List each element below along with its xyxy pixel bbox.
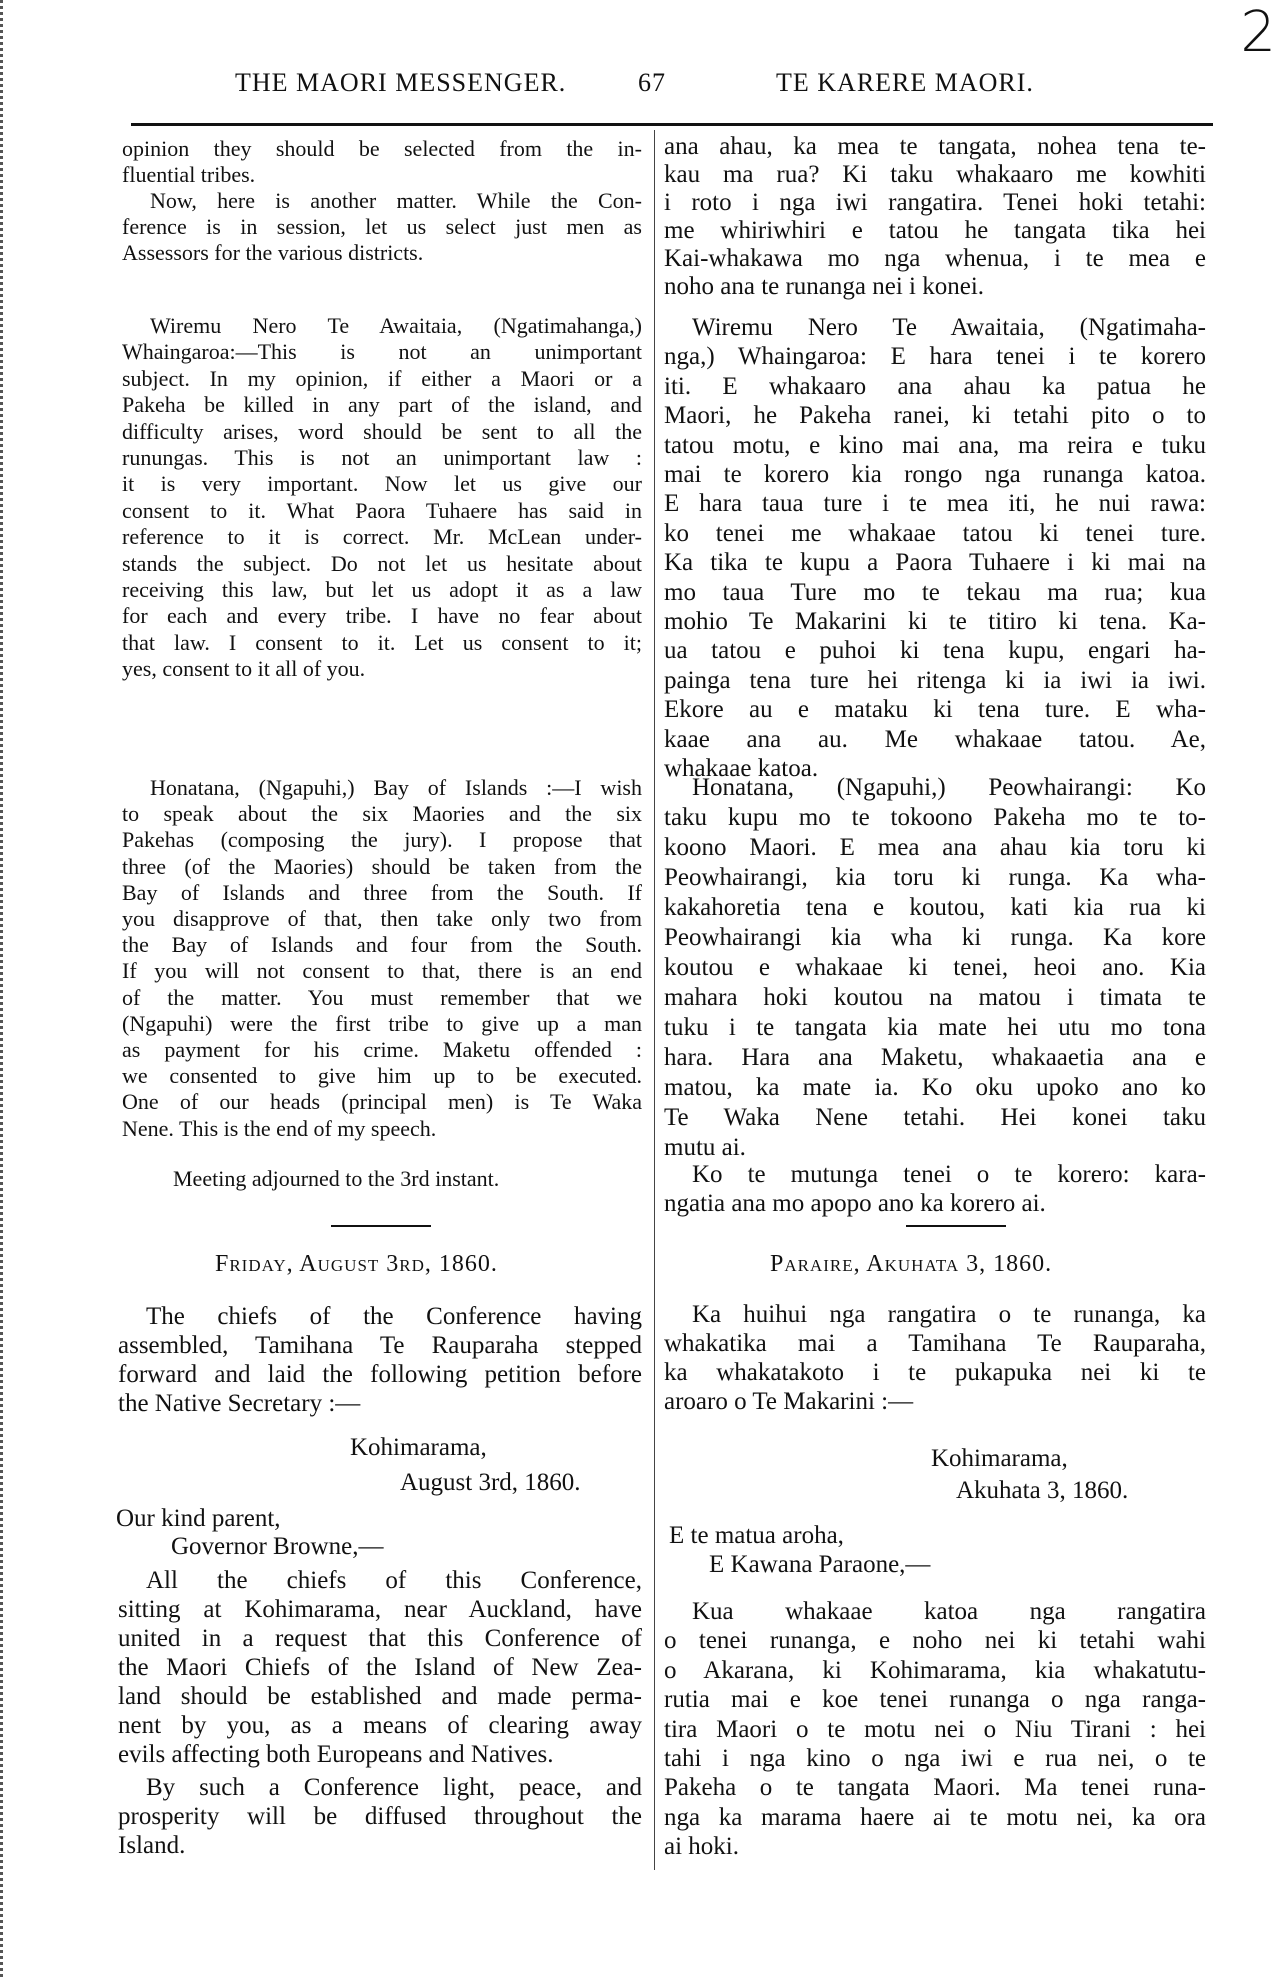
text-line: the Maori Chiefs of the Island of New Zea-: [118, 1654, 642, 1681]
text-line: ference is in session, let us select just men as: [122, 214, 642, 239]
text-line: The chiefs of the Conference having: [146, 1303, 642, 1330]
text-line: for each and every tribe. I have no fear about: [122, 603, 642, 629]
text-line: aroaro o Te Makarini :—: [664, 1388, 914, 1415]
text-line: kakahoretia tena e koutou, kati kia rua ki: [664, 894, 1206, 921]
text-line: Island.: [118, 1832, 186, 1859]
letter-place-mi: Kohimarama,: [931, 1445, 1068, 1472]
text-line: runungas. This is not an unimportant law :: [122, 445, 642, 471]
text-line: the Bay of Islands and four from the South.: [122, 932, 642, 958]
paragraph-en-petition: [118, 1566, 642, 1769]
text-line: noho ana te runanga nei i konei.: [664, 273, 985, 300]
text-line: opinion they should be selected from the in-: [122, 136, 642, 161]
masthead-english: THE MAORI MESSENGER.: [235, 68, 567, 97]
salutation-mi-2: E Kawana Paraone,—: [709, 1551, 931, 1578]
text-line: ua tatou e puhoi ki tena kupu, engari ha-: [664, 637, 1206, 665]
text-line: Bay of Islands and three from the South. If: [122, 879, 642, 905]
paragraph-en-closing: [118, 1773, 642, 1860]
text-line: Honatana, (Ngapuhi,) Peowhairangi: Ko: [692, 774, 1206, 801]
text-line: Now, here is another matter. While the Con-: [150, 188, 642, 213]
text-line: painga tena ture hei ritenga ki ia iwi ia iwi.: [664, 666, 1206, 694]
text-line: tahi i nga kino o nga iwi e rua nei, o te: [664, 1745, 1206, 1773]
text-line: ngatia ana mo apopo ano ka korero ai.: [664, 1190, 1046, 1217]
paragraph-mi-adjourned: [664, 1160, 1206, 1218]
text-line: taku kupu mo te tokoono Pakeha mo te to-: [664, 804, 1206, 831]
text-line: By such a Conference light, peace, and: [146, 1774, 642, 1801]
text-line: tira Maori o te motu nei o Niu Tirani : hei: [664, 1715, 1206, 1743]
paragraph-en-petition-intro: [118, 1302, 642, 1418]
text-line: nent by you, as a means of clearing away: [118, 1712, 642, 1739]
text-line: Peowhairangi, kia toru ki runga. Ka wha-: [664, 864, 1206, 891]
paragraph-mi-1: [664, 133, 1206, 301]
text-line: If you will not consent to that, there is an end: [122, 958, 642, 984]
text-line: matou, ka mate ia. Ko oku upoko ano ko: [664, 1074, 1206, 1101]
text-line: subject. In my opinion, if either a Maori or a: [122, 365, 642, 391]
text-line: o Akarana, ki Kohimarama, kia whakatutu-: [664, 1656, 1206, 1684]
text-line: koono Maori. E mea ana ahau kia toru ki: [664, 834, 1206, 861]
text-line: me whiriwhiri e tatou he tangata tika hei: [664, 217, 1206, 244]
text-line: reference to it is correct. Mr. McLean under-: [122, 524, 642, 550]
adjourned-note: Meeting adjourned to the 3rd instant.: [173, 1166, 500, 1191]
text-line: koutou e whakaae ki tenei, heoi ano. Kia: [664, 954, 1206, 981]
header-rule: [131, 123, 1213, 126]
text-line: ana ahau, ka mea te tangata, nohea tena te-: [664, 133, 1206, 160]
text-line: mohio Te Makarini ki te titiro ki tena. Ka-: [664, 608, 1206, 636]
text-line: One of our heads (principal men) is Te Waka: [122, 1089, 642, 1115]
text-line: nga ka marama haere ai te motu nei, ka ora: [664, 1803, 1206, 1831]
text-line: stands the subject. Do not let us hesitate about: [122, 550, 642, 576]
text-line: difficulty arises, word should be sent to all the: [122, 418, 642, 444]
text-line: tatou motu, e kino mai ana, ma reira e tuku: [664, 431, 1206, 459]
text-line: kau ma rua? Ki taku whakaaro me kowhiti: [664, 161, 1206, 188]
salutation-en-1: Our kind parent,: [116, 1505, 281, 1532]
text-line: whakatika mai a Tamihana Te Rauparaha,: [664, 1330, 1206, 1357]
text-line: Kai-whakawa mo nga whenua, i te mea e: [664, 245, 1206, 272]
text-line: evils affecting both Europeans and Natives.: [118, 1741, 554, 1768]
text-line: E hara taua ture i te mea iti, he nui rawa:: [664, 490, 1206, 518]
text-line: nga,) Whaingaroa: E hara tenei i te korero: [664, 343, 1206, 371]
handwritten-page-mark: 2: [1240, 0, 1276, 65]
column-divider: [654, 130, 655, 1870]
date-heading-en: Friday, August 3rd, 1860.: [215, 1251, 498, 1277]
text-line: it is very important. Now let us give our: [122, 471, 642, 497]
salutation-mi-1: E te matua aroha,: [669, 1522, 844, 1549]
text-line: land should be established and made perma-: [118, 1683, 642, 1710]
text-line: Pakehas (composing the jury). I propose that: [122, 827, 642, 853]
text-line: the Native Secretary :—: [118, 1390, 361, 1417]
text-line: united in a request that this Conference of: [118, 1625, 642, 1652]
text-line: three (of the Maories) should be taken from the: [122, 853, 642, 879]
date-heading-mi: Paraire, Akuhata 3, 1860.: [770, 1251, 1053, 1277]
text-line: Ekore au e mataku ki tena ture. E wha-: [664, 696, 1206, 724]
page-number: 67: [638, 68, 666, 97]
text-line: Te Waka Nene tetahi. Hei konei taku: [664, 1104, 1206, 1131]
text-line: mahara hoki koutou na matou i timata te: [664, 984, 1206, 1011]
text-line: Honatana, (Ngapuhi,) Bay of Islands :—I wish: [150, 775, 642, 800]
text-line: prosperity will be diffused throughout the: [118, 1803, 642, 1830]
text-line: to speak about the six Maories and the six: [122, 801, 642, 827]
text-line: Peowhairangi kia wha ki runga. Ka kore: [664, 924, 1206, 951]
text-line: you disapprove of that, then take only two from: [122, 906, 642, 932]
text-line: Assessors for the various districts.: [122, 240, 424, 265]
paragraph-mi-petition: [664, 1597, 1206, 1862]
text-line: ai hoki.: [664, 1833, 739, 1861]
text-line: that law. I consent to it. Let us consent to it;: [122, 629, 642, 655]
paragraph-en-honatana: [122, 775, 642, 1142]
text-line: whakaae katoa.: [664, 755, 819, 783]
letter-date-en: August 3rd, 1860.: [400, 1469, 581, 1496]
text-line: Ka huihui nga rangatira o te runanga, ka: [692, 1301, 1206, 1328]
section-rule-mi: [906, 1225, 1006, 1227]
letter-place-en: Kohimarama,: [350, 1434, 487, 1461]
paragraph-en-wiremu: [122, 313, 642, 683]
masthead-maori: TE KARERE MAORI.: [776, 68, 1034, 97]
text-line: ko tenei me whakaae tatou ki tenei ture.: [664, 519, 1206, 547]
section-rule-en: [331, 1225, 431, 1227]
text-line: Pakeha o te tangata Maori. Ma tenei runa-: [664, 1774, 1206, 1802]
text-line: mo taua Ture mo te tekau ma rua; kua: [664, 578, 1206, 606]
text-line: mai te korero kia rongo nga runanga katoa.: [664, 461, 1206, 489]
text-line: mutu ai.: [664, 1134, 746, 1161]
text-line: tuku i te tangata kia mate hei utu mo tona: [664, 1014, 1206, 1041]
paragraph-mi-wiremu: [664, 313, 1206, 784]
text-line: assembled, Tamihana Te Rauparaha stepped: [118, 1332, 642, 1359]
text-line: Ko te mutunga tenei o te korero: kara-: [692, 1161, 1206, 1188]
paragraph-mi-honatana: [664, 773, 1206, 1163]
text-line: Maori, he Pakeha ranei, ki tetahi pito o to: [664, 402, 1206, 430]
text-line: (Ngapuhi) were the first tribe to give up a man: [122, 1010, 642, 1036]
paragraph-en-1: [122, 136, 642, 188]
text-line: sitting at Kohimarama, near Auckland, have: [118, 1596, 642, 1623]
text-line: hara. Hara ana Maketu, whakaaetia ana e: [664, 1044, 1206, 1071]
text-line: o tenei runanga, e noho nei ki tetahi wahi: [664, 1627, 1206, 1655]
text-line: Pakeha be killed in any part of the island, and: [122, 392, 642, 418]
text-line: forward and laid the following petition before: [118, 1361, 642, 1388]
text-line: Nene. This is the end of my speech.: [122, 1115, 437, 1141]
text-line: ka whakatakoto i te pukapuka nei ki te: [664, 1359, 1206, 1386]
paragraph-mi-petition-intro: [664, 1300, 1206, 1416]
text-line: receiving this law, but let us adopt it as a law: [122, 577, 642, 603]
text-line: iti. E whakaaro ana ahau ka patua he: [664, 372, 1206, 400]
text-line: i roto i nga iwi rangatira. Tenei hoki tetahi:: [664, 189, 1206, 216]
text-line: we consented to give him up to be executed.: [122, 1063, 642, 1089]
text-line: fluential tribes.: [122, 162, 256, 187]
text-line: kaae ana au. Me whakaae tatou. Ae,: [664, 725, 1206, 753]
text-line: Wiremu Nero Te Awaitaia, (Ngatimahanga,): [150, 313, 642, 338]
text-line: Whaingaroa:—This is not an unimportant: [122, 339, 642, 365]
page-edge: [0, 0, 3, 1979]
paragraph-en-2: [122, 188, 642, 266]
text-line: yes, consent to it all of you.: [122, 656, 366, 682]
text-line: as payment for his crime. Maketu offended :: [122, 1037, 642, 1063]
salutation-en-2: Governor Browne,—: [171, 1533, 384, 1560]
text-line: rutia mai e koe tenei runanga o nga ranga-: [664, 1686, 1206, 1714]
text-line: All the chiefs of this Conference,: [146, 1567, 642, 1594]
text-line: Ka tika te kupu a Paora Tuhaere i ki mai na: [664, 549, 1206, 577]
text-line: Wiremu Nero Te Awaitaia, (Ngatimaha-: [692, 314, 1206, 341]
text-line: consent to it. What Paora Tuhaere has said in: [122, 497, 642, 523]
letter-date-mi: Akuhata 3, 1860.: [956, 1477, 1129, 1504]
text-line: Kua whakaae katoa nga rangatira: [692, 1598, 1206, 1625]
text-line: of the matter. You must remember that we: [122, 984, 642, 1010]
